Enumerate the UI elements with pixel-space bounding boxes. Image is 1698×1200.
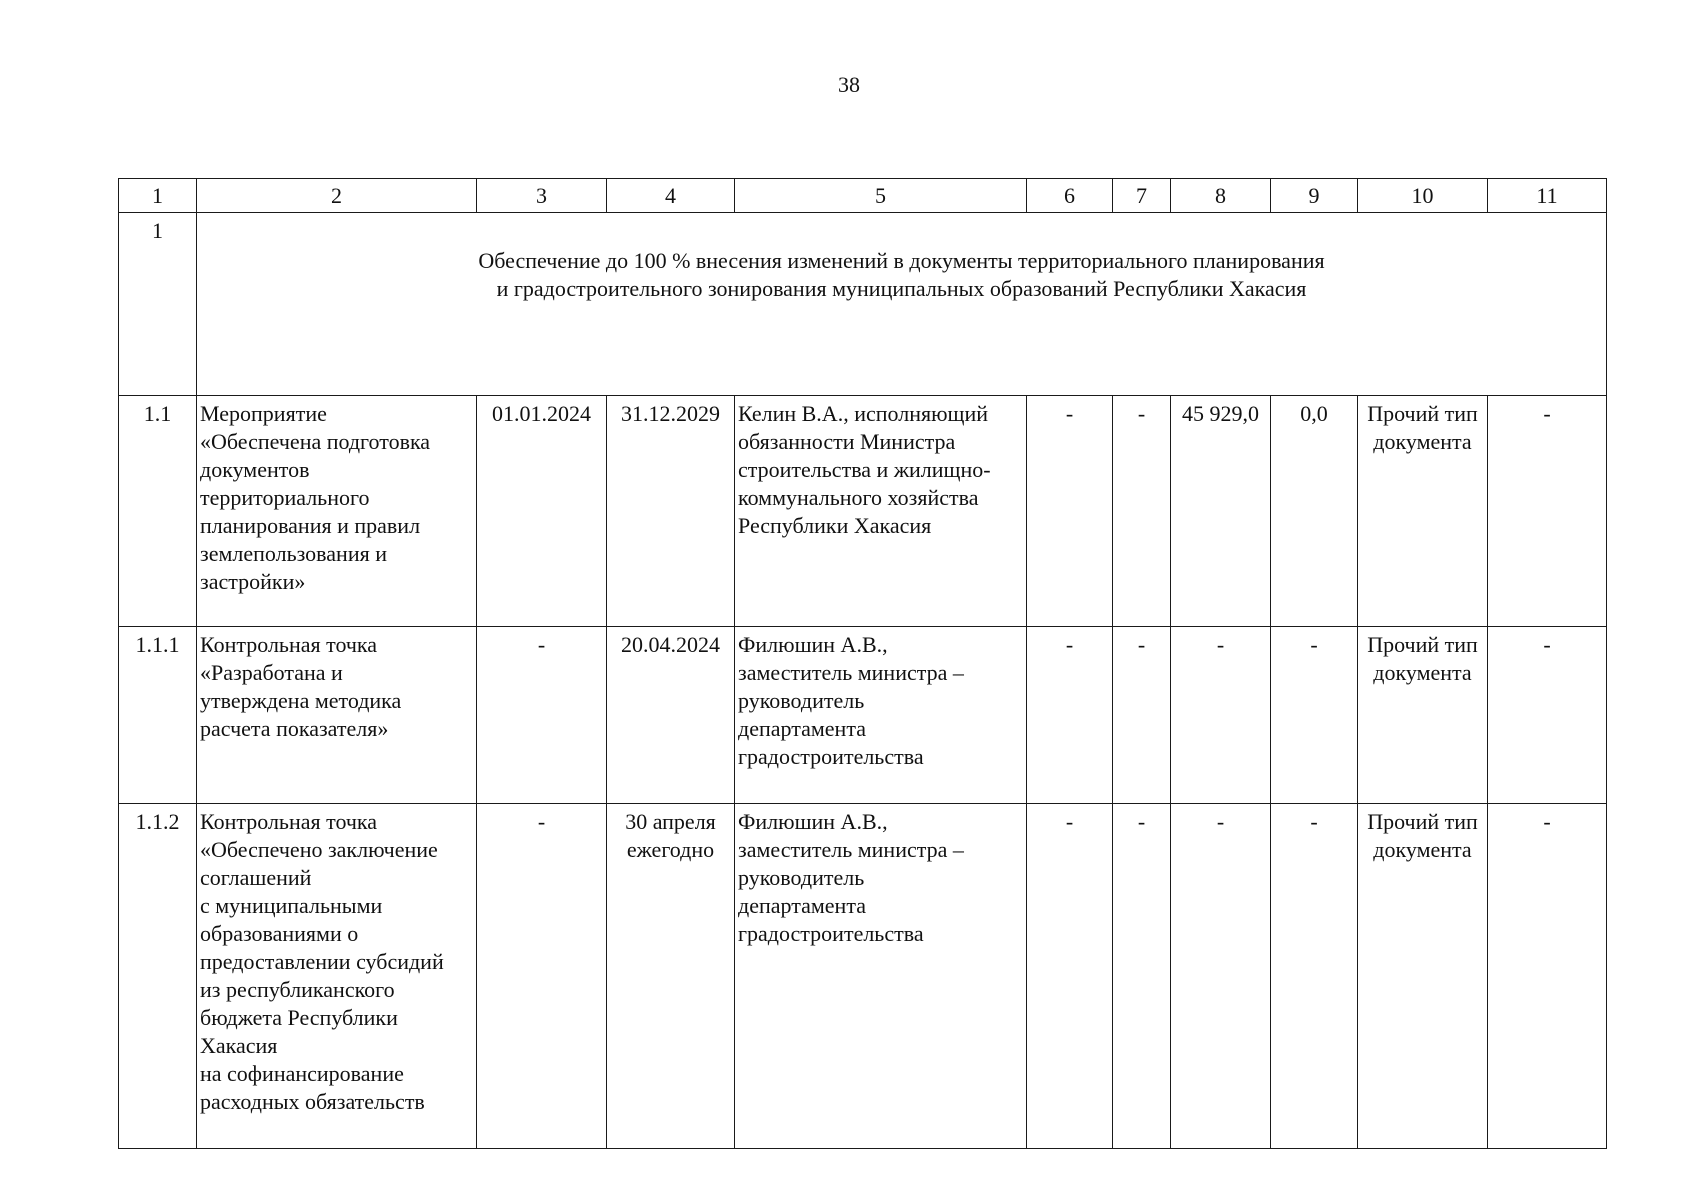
cell-line: заместитель министра – xyxy=(738,837,964,862)
column-header: 4 xyxy=(607,179,735,213)
row-end-date: 31.12.2029 xyxy=(607,396,735,627)
page-number: 38 xyxy=(838,72,860,97)
cell-line: бюджета Республики xyxy=(200,1005,398,1030)
cell-line: территориального xyxy=(200,485,370,510)
cell-line: «Обеспечена подготовка xyxy=(200,429,431,454)
row-col8: - xyxy=(1171,804,1271,1149)
table-row xyxy=(119,396,1607,627)
cell-line: предоставлении субсидий xyxy=(200,949,444,974)
row-col8: 45 929,0 xyxy=(1171,396,1271,627)
row-col11: - xyxy=(1488,804,1607,1149)
row-col6: - xyxy=(1027,627,1113,804)
cell-line: обязанности Министра xyxy=(738,429,956,454)
cell-line: планирования и правил xyxy=(200,513,421,538)
row-end-date xyxy=(607,804,735,1149)
cell-line: Хакасия xyxy=(200,1033,278,1058)
cell-line: Контрольная точка xyxy=(200,809,378,834)
cell-line: Филюшин А.В., xyxy=(738,632,888,657)
section-number: 1 xyxy=(119,213,197,396)
row-doc-type xyxy=(1358,396,1488,627)
cell-line: заместитель министра – xyxy=(738,660,964,685)
cell-line: департамента xyxy=(738,893,866,918)
cell-line: Филюшин А.В., xyxy=(738,809,888,834)
section-row xyxy=(119,213,1607,396)
cell-line: 30 апреля xyxy=(625,809,716,834)
row-number: 1.1.2 xyxy=(119,804,197,1149)
cell-line: Прочий тип xyxy=(1367,809,1478,834)
cell-line: градостроительства xyxy=(738,921,924,946)
cell-line: документа xyxy=(1373,429,1472,454)
cell-line: образованиями о xyxy=(200,921,359,946)
cell-line: строительства и жилищно- xyxy=(738,457,991,482)
cell-line: руководитель xyxy=(738,688,865,713)
column-header: 3 xyxy=(477,179,607,213)
table-row xyxy=(119,627,1607,804)
cell-line: с муниципальными xyxy=(200,893,383,918)
section-title-line: и градостроительного зонирования муниципальных образований Республики Хакасия xyxy=(496,276,1307,301)
cell-line: департамента xyxy=(738,716,866,741)
column-header: 2 xyxy=(197,179,477,213)
cell-line: на софинансирование xyxy=(200,1061,404,1086)
row-number: 1.1.1 xyxy=(119,627,197,804)
column-header: 6 xyxy=(1027,179,1113,213)
cell-line: Мероприятие xyxy=(200,401,327,426)
cell-line: застройки» xyxy=(200,569,306,594)
row-number: 1.1 xyxy=(119,396,197,627)
cell-line: документов xyxy=(200,457,310,482)
row-col11: - xyxy=(1488,396,1607,627)
cell-line: Прочий тип xyxy=(1367,401,1478,426)
cell-line: Прочий тип xyxy=(1367,632,1478,657)
section-title xyxy=(197,213,1607,396)
row-responsible xyxy=(735,804,1027,1149)
row-responsible xyxy=(735,396,1027,627)
row-col6: - xyxy=(1027,804,1113,1149)
row-name xyxy=(197,804,477,1149)
cell-line: ежегодно xyxy=(626,837,715,862)
row-start-date: 01.01.2024 xyxy=(477,396,607,627)
cell-line: «Разработана и xyxy=(200,660,343,685)
row-col9: - xyxy=(1271,804,1358,1149)
table-row xyxy=(119,804,1607,1149)
cell-line: Республики Хакасия xyxy=(738,513,932,538)
cell-line: Келин В.А., исполняющий xyxy=(738,401,989,426)
row-col7: - xyxy=(1113,627,1171,804)
cell-line: утверждена методика xyxy=(200,688,402,713)
row-col7: - xyxy=(1113,804,1171,1149)
cell-line: из республиканского xyxy=(200,977,395,1002)
column-header: 5 xyxy=(735,179,1027,213)
row-col11: - xyxy=(1488,627,1607,804)
row-col6: - xyxy=(1027,396,1113,627)
row-name xyxy=(197,627,477,804)
column-header: 9 xyxy=(1271,179,1358,213)
section-title-line: Обеспечение до 100 % внесения изменений в документы территориального планирования xyxy=(478,248,1325,273)
cell-line: землепользования и xyxy=(200,541,387,566)
cell-line: расчета показателя» xyxy=(200,716,389,741)
row-end-date: 20.04.2024 xyxy=(607,627,735,804)
plan-table xyxy=(118,178,1607,1149)
cell-line: документа xyxy=(1373,660,1472,685)
cell-line: Контрольная точка xyxy=(200,632,378,657)
row-col8: - xyxy=(1171,627,1271,804)
column-header: 11 xyxy=(1488,179,1607,213)
cell-line: градостроительства xyxy=(738,744,924,769)
row-responsible xyxy=(735,627,1027,804)
row-name xyxy=(197,396,477,627)
row-col9: 0,0 xyxy=(1271,396,1358,627)
cell-line: «Обеспечено заключение xyxy=(200,837,438,862)
row-start-date: - xyxy=(477,627,607,804)
row-col7: - xyxy=(1113,396,1171,627)
column-header: 10 xyxy=(1358,179,1488,213)
row-doc-type xyxy=(1358,627,1488,804)
cell-line: коммунального хозяйства xyxy=(738,485,979,510)
cell-line: расходных обязательств xyxy=(200,1089,425,1114)
row-doc-type xyxy=(1358,804,1488,1149)
row-col9: - xyxy=(1271,627,1358,804)
column-header: 7 xyxy=(1113,179,1171,213)
column-header: 8 xyxy=(1171,179,1271,213)
cell-line: соглашений xyxy=(200,865,312,890)
column-header: 1 xyxy=(119,179,197,213)
column-number-row xyxy=(119,179,1607,213)
row-start-date: - xyxy=(477,804,607,1149)
cell-line: руководитель xyxy=(738,865,865,890)
cell-line: документа xyxy=(1373,837,1472,862)
